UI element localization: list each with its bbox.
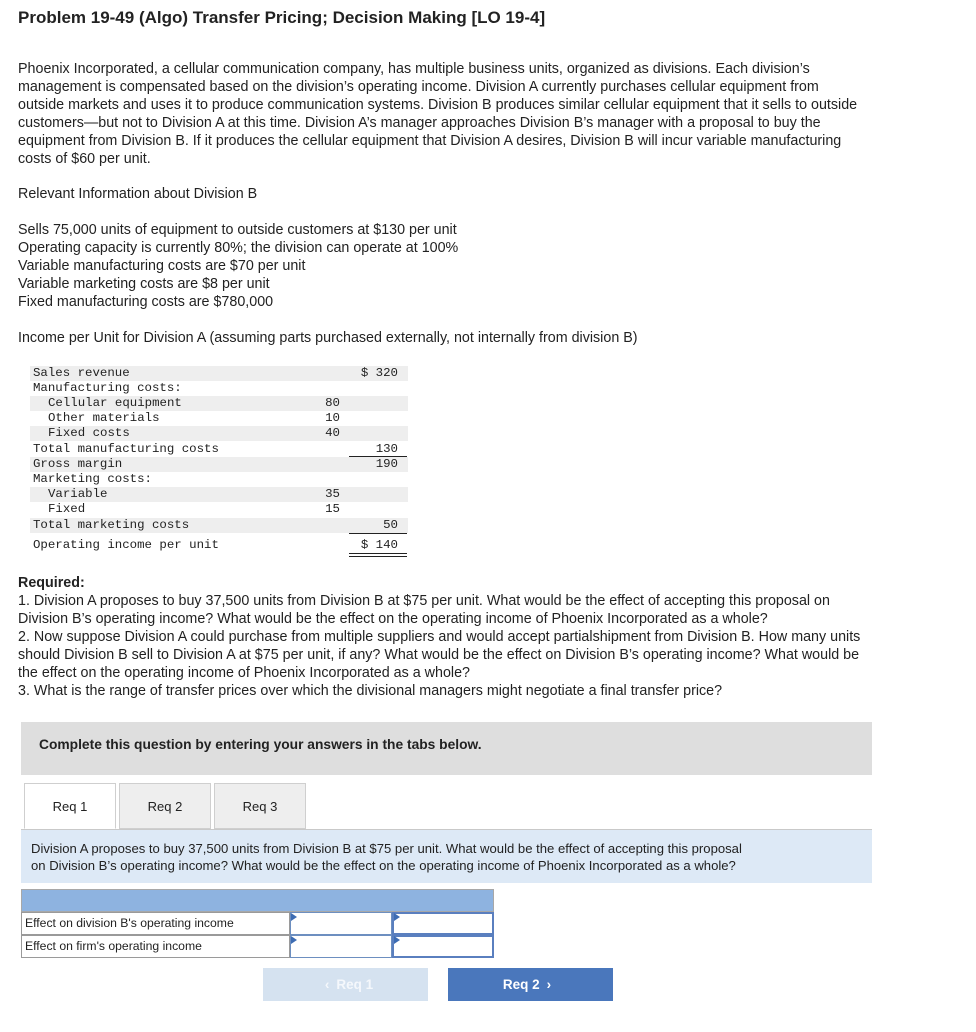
row-label: Variable [48, 487, 108, 501]
dropdown-marker-icon [291, 936, 297, 944]
fact-line: Variable manufacturing costs are $70 per unit [18, 258, 306, 274]
previous-req-label: Req 1 [336, 977, 374, 992]
fact-line: Sells 75,000 units of equipment to outside customers at $130 per unit [18, 222, 457, 238]
dropdown-marker-icon [291, 913, 297, 921]
row-label: Total marketing costs [33, 518, 190, 532]
answer-row [21, 935, 494, 958]
chevron-left-icon: ‹ [324, 977, 330, 992]
dropdown-marker-icon [394, 936, 400, 944]
question-box [21, 830, 872, 883]
row-label: Other materials [48, 411, 160, 425]
row-label: Fixed [48, 502, 86, 516]
tab-req-1[interactable]: Req 1 [24, 783, 116, 829]
table-row [30, 502, 408, 517]
intro-line: costs of $60 per unit. [18, 151, 151, 167]
answer-table-header [21, 889, 494, 912]
row-total: $ 140 [360, 538, 398, 552]
next-req-label: Req 2 [502, 977, 540, 992]
relevant-info-heading: Relevant Information about Division B [18, 186, 258, 202]
firm-effect-amount-input[interactable] [290, 935, 392, 958]
row-total: 130 [375, 442, 398, 456]
table-row [30, 487, 408, 502]
intro-line: Phoenix Incorporated, a cellular communication company, has multiple business units, organized as divisions. Each division’s [18, 61, 810, 77]
row-label: Marketing costs: [33, 472, 152, 486]
table-row [30, 457, 408, 472]
required-line: the effect on the operating income of Phoenix Incorporated as a whole? [18, 665, 470, 681]
required-line: 1. Division A proposes to buy 37,500 units from Division B at $75 per unit. What would be the effect of accepting this proposal on [18, 593, 830, 609]
row-label: Fixed costs [48, 426, 130, 440]
required-line: 2. Now suppose Division A could purchase from multiple suppliers and would accept partialshipment from Division B. How many units [18, 629, 861, 645]
row-total: 190 [375, 457, 398, 471]
row-amount: 80 [325, 396, 340, 410]
row-amount: 40 [325, 426, 340, 440]
table-row [30, 518, 408, 533]
underline [349, 456, 407, 457]
table-row [30, 472, 408, 487]
division-b-facts [18, 221, 958, 311]
answer-row [21, 912, 494, 935]
fact-line: Fixed manufacturing costs are $780,000 [18, 294, 274, 310]
row-amount: 15 [325, 502, 340, 516]
page-title: Problem 19-49 (Algo) Transfer Pricing; Decision Making [LO 19-4] [18, 8, 546, 27]
row-amount: 35 [325, 487, 340, 501]
row-label: Operating income per unit [33, 538, 219, 552]
answer-row-label: Effect on firm's operating income [21, 935, 290, 958]
fact-line: Operating capacity is currently 80%; the division can operate at 100% [18, 240, 459, 256]
row-amount: 10 [325, 411, 340, 425]
fact-line: Variable marketing costs are $8 per unit [18, 276, 270, 292]
required-line: 3. What is the range of transfer prices over which the divisional managers might negotiate a final transfer price? [18, 683, 723, 699]
row-label: Cellular equipment [48, 396, 182, 410]
income-table-heading: Income per Unit for Division A (assuming parts purchased externally, not internally from division B) [18, 330, 638, 346]
table-row [30, 381, 408, 396]
required-line: Division B’s operating income? What would be the effect on the operating income of Phoenix Incorporated as a whole? [18, 611, 768, 627]
table-row [30, 426, 408, 441]
intro-paragraph [18, 60, 958, 168]
table-row [30, 411, 408, 426]
row-label: Gross margin [33, 457, 123, 471]
firm-effect-type-select[interactable] [392, 935, 494, 958]
question-line: Division A proposes to buy 37,500 units from Division B at $75 per unit. What would be the effect of accepting this proposal [31, 841, 742, 856]
tab-req-2[interactable]: Req 2 [119, 783, 211, 829]
division-b-effect-amount-input[interactable] [290, 912, 392, 935]
table-row [30, 366, 408, 381]
intro-line: equipment from Division B. If it produces the cellular equipment that Division A desires, Division B will incur variable manufacturing [18, 133, 842, 149]
row-label: Total manufacturing costs [33, 442, 219, 456]
intro-line: customers—but not to Division A at this time. Division A’s manager approaches Division B’s manager with a proposal to buy the [18, 115, 821, 131]
double-underline [349, 556, 407, 557]
required-section [18, 574, 958, 700]
double-underline [349, 553, 407, 554]
instruction-banner [21, 722, 872, 775]
dropdown-marker-icon [394, 913, 400, 921]
table-row [30, 538, 408, 553]
row-total: $ 320 [360, 366, 398, 380]
chevron-right-icon: › [546, 977, 552, 992]
row-total: 50 [383, 518, 398, 532]
next-req-button[interactable] [448, 968, 613, 1001]
row-label: Sales revenue [33, 366, 130, 380]
division-b-effect-type-select[interactable] [392, 912, 494, 935]
question-line: on Division B’s operating income? What would be the effect on the operating income of Phoenix Incorporated as a whole? [31, 857, 736, 873]
underline [349, 533, 407, 534]
instruction-text: Complete this question by entering your answers in the tabs below. [39, 737, 482, 752]
table-row [30, 396, 408, 411]
answer-row-label: Effect on division B's operating income [21, 912, 290, 935]
required-heading: Required: [18, 575, 85, 591]
tab-req-3[interactable]: Req 3 [214, 783, 306, 829]
row-label: Manufacturing costs: [33, 381, 182, 395]
intro-line: outside markets and uses it to produce communication systems. Division B produces similar cellular equipment that it sells to outside [18, 97, 858, 113]
previous-req-button[interactable] [263, 968, 428, 1001]
required-line: should Division B sell to Division A at $75 per unit, if any? What would be the effect on Division B’s operating income? What would be [18, 647, 860, 663]
intro-line: management is compensated based on the division’s operating income. Division A currently purchases cellular equipment from [18, 79, 819, 95]
table-row [30, 442, 408, 457]
